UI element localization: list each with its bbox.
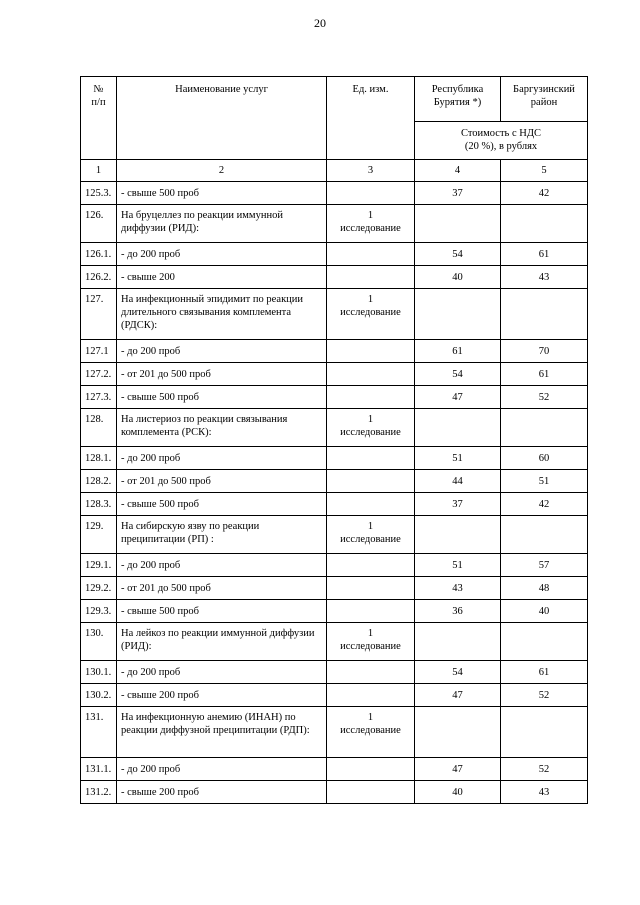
unit (327, 661, 415, 684)
price-republic (415, 409, 501, 447)
unit (327, 781, 415, 804)
table-row (81, 470, 588, 493)
service-name: На бруцеллез по реакции иммунной диффузии (РИД): (117, 205, 327, 243)
table-row (81, 516, 588, 554)
column-number: 4 (415, 160, 501, 182)
price-district: 51 (501, 470, 588, 493)
column-number-row (81, 160, 588, 182)
price-district (501, 623, 588, 661)
service-name: - до 200 проб (117, 340, 327, 363)
row-number: 126.2. (81, 266, 117, 289)
table-row (81, 289, 588, 340)
table-row (81, 661, 588, 684)
column-number: 5 (501, 160, 588, 182)
price-republic: 44 (415, 470, 501, 493)
unit (327, 340, 415, 363)
table-row (81, 182, 588, 205)
unit (327, 758, 415, 781)
price-table (80, 76, 588, 804)
table-row (81, 363, 588, 386)
table-row (81, 600, 588, 623)
price-district (501, 205, 588, 243)
table-row (81, 409, 588, 447)
price-republic: 51 (415, 554, 501, 577)
table-row (81, 623, 588, 661)
row-number: 131. (81, 707, 117, 758)
price-republic (415, 623, 501, 661)
price-republic: 61 (415, 340, 501, 363)
row-number: 130. (81, 623, 117, 661)
unit (327, 447, 415, 470)
price-district: 61 (501, 661, 588, 684)
price-republic (415, 205, 501, 243)
unit (327, 493, 415, 516)
unit (327, 363, 415, 386)
table-row (81, 577, 588, 600)
price-republic: 37 (415, 182, 501, 205)
row-number: 125.3. (81, 182, 117, 205)
service-name: - от 201 до 500 проб (117, 577, 327, 600)
header-district: Баргузинский район (501, 77, 588, 122)
price-republic: 54 (415, 363, 501, 386)
price-republic: 54 (415, 243, 501, 266)
table-row (81, 205, 588, 243)
service-name: - свыше 200 проб (117, 781, 327, 804)
price-district: 42 (501, 182, 588, 205)
price-district: 43 (501, 266, 588, 289)
price-republic (415, 289, 501, 340)
unit (327, 577, 415, 600)
table-row (81, 758, 588, 781)
unit: 1 исследование (327, 516, 415, 554)
row-number: 126. (81, 205, 117, 243)
table-row (81, 243, 588, 266)
header-price-note: Стоимость с НДС (20 %), в рублях (415, 122, 588, 160)
service-name: - свыше 500 проб (117, 182, 327, 205)
service-name: - свыше 500 проб (117, 600, 327, 623)
service-name: - свыше 500 проб (117, 493, 327, 516)
service-name: - до 200 проб (117, 243, 327, 266)
service-name: - до 200 проб (117, 554, 327, 577)
price-republic: 47 (415, 758, 501, 781)
column-number: 2 (117, 160, 327, 182)
table-row (81, 554, 588, 577)
table-row (81, 447, 588, 470)
row-number: 127.2. (81, 363, 117, 386)
unit (327, 266, 415, 289)
price-district: 40 (501, 600, 588, 623)
table-row (81, 386, 588, 409)
unit: 1 исследование (327, 409, 415, 447)
service-name: - до 200 проб (117, 661, 327, 684)
service-name: - свыше 200 (117, 266, 327, 289)
column-number: 1 (81, 160, 117, 182)
service-name: - от 201 до 500 проб (117, 470, 327, 493)
column-number: 3 (327, 160, 415, 182)
price-republic: 43 (415, 577, 501, 600)
price-republic: 37 (415, 493, 501, 516)
price-district (501, 707, 588, 758)
service-name: - свыше 500 проб (117, 386, 327, 409)
unit (327, 600, 415, 623)
price-republic (415, 516, 501, 554)
table-row (81, 707, 588, 758)
header-num: № п/п (81, 77, 117, 160)
table-row (81, 340, 588, 363)
price-republic: 40 (415, 266, 501, 289)
service-name: - свыше 200 проб (117, 684, 327, 707)
price-republic (415, 707, 501, 758)
unit (327, 554, 415, 577)
price-district: 52 (501, 386, 588, 409)
row-number: 127.1 (81, 340, 117, 363)
price-district (501, 516, 588, 554)
row-number: 128. (81, 409, 117, 447)
unit (327, 684, 415, 707)
row-number: 129.3. (81, 600, 117, 623)
table-row (81, 493, 588, 516)
row-number: 131.1. (81, 758, 117, 781)
service-name: - до 200 проб (117, 758, 327, 781)
price-district: 57 (501, 554, 588, 577)
table-row (81, 266, 588, 289)
row-number: 128.3. (81, 493, 117, 516)
price-district: 52 (501, 758, 588, 781)
price-district: 43 (501, 781, 588, 804)
price-district (501, 289, 588, 340)
price-district: 61 (501, 363, 588, 386)
unit (327, 386, 415, 409)
price-district: 60 (501, 447, 588, 470)
row-number: 128.2. (81, 470, 117, 493)
unit (327, 182, 415, 205)
price-republic: 51 (415, 447, 501, 470)
unit (327, 243, 415, 266)
unit: 1 исследование (327, 205, 415, 243)
row-number: 127. (81, 289, 117, 340)
table-row (81, 781, 588, 804)
price-district (501, 409, 588, 447)
price-republic: 47 (415, 386, 501, 409)
price-district: 52 (501, 684, 588, 707)
row-number: 131.2. (81, 781, 117, 804)
row-number: 130.2. (81, 684, 117, 707)
price-district: 42 (501, 493, 588, 516)
header-republic: Республика Бурятия *) (415, 77, 501, 122)
row-number: 129.1. (81, 554, 117, 577)
header-row (81, 77, 588, 122)
service-name: На лейкоз по реакции иммунной диффузии (РИД): (117, 623, 327, 661)
row-number: 127.3. (81, 386, 117, 409)
service-name: На листериоз по реакции связывания комплемента (РСК): (117, 409, 327, 447)
table-row (81, 684, 588, 707)
service-name: На инфекционный эпидимит по реакции длительного связывания комплемента (РДСК): (117, 289, 327, 340)
unit: 1 исследование (327, 623, 415, 661)
price-republic: 47 (415, 684, 501, 707)
service-name: На сибирскую язву по реакции преципитации (РП) : (117, 516, 327, 554)
row-number: 126.1. (81, 243, 117, 266)
price-district: 70 (501, 340, 588, 363)
service-name: На инфекционную анемию (ИНАН) по реакции диффузной преципитации (РДП): (117, 707, 327, 758)
unit: 1 исследование (327, 289, 415, 340)
page-number: 20 (314, 16, 326, 30)
price-republic: 40 (415, 781, 501, 804)
price-republic: 54 (415, 661, 501, 684)
price-republic: 36 (415, 600, 501, 623)
row-number: 129.2. (81, 577, 117, 600)
unit (327, 470, 415, 493)
row-number: 129. (81, 516, 117, 554)
row-number: 128.1. (81, 447, 117, 470)
service-name: - до 200 проб (117, 447, 327, 470)
service-name: - от 201 до 500 проб (117, 363, 327, 386)
price-district: 48 (501, 577, 588, 600)
header-unit: Ед. изм. (327, 77, 415, 160)
header-name: Наименование услуг (117, 77, 327, 160)
price-district: 61 (501, 243, 588, 266)
unit: 1 исследование (327, 707, 415, 758)
row-number: 130.1. (81, 661, 117, 684)
